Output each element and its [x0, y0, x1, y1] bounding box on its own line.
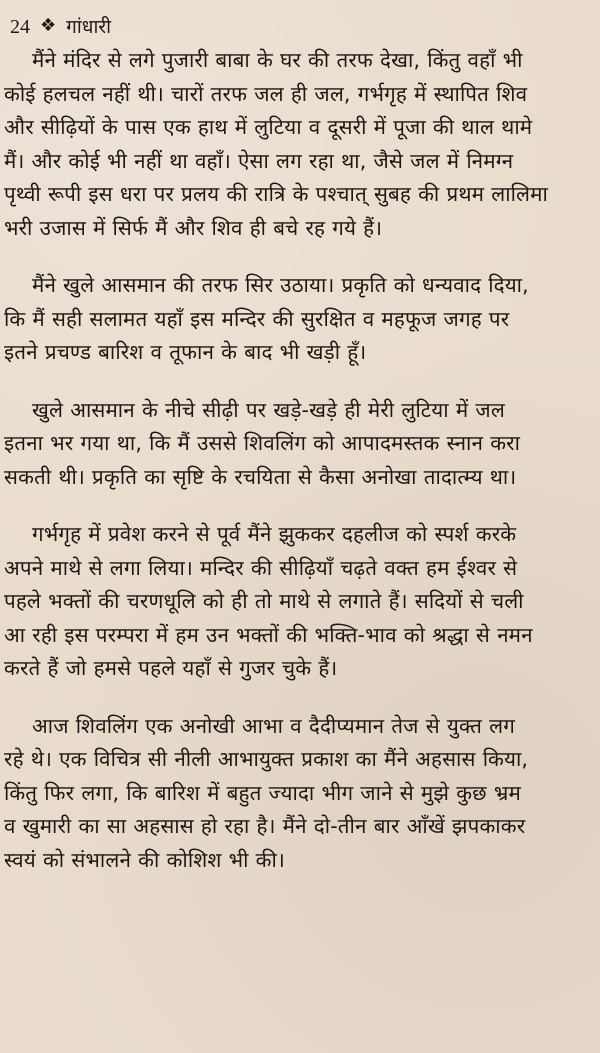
paragraph-4-line-4: आ रही इस परम्परा में हम उन भक्तों की भक्ति-भाव को श्रद्धा से नमन: [4, 622, 533, 647]
paragraph-1-line-2: कोई हलचल नहीं थी। चारों तरफ जल ही जल, गर्भगृह में स्थापित शिव: [4, 81, 528, 106]
paragraph-4: [4, 518, 590, 686]
paragraph-4-line-5: करते हैं जो हमसे पहले यहाँ से गुजर चुके हैं।: [4, 656, 338, 680]
paragraph-5-line-3: किंतु फिर लगा, कि बारिश में बहुत ज्यादा भीग जाने से मुझे कुछ भ्रम: [4, 780, 521, 805]
paragraph-4-line-3: पहले भक्तों की चरणधूलि को ही तो माथे से लगाते हैं। सदियों से चली: [4, 589, 524, 613]
paragraph-5-line-1: आज शिवलिंग एक अनोखी आभा व दैदीप्यमान तेज से युक्त लग: [32, 713, 515, 738]
ornament-icon: ❖: [40, 15, 57, 36]
paragraph-5-line-4: व खुमारी का सा अहसास हो रहा है। मैंने दो-तीन बार आँखें झपकाकर: [4, 814, 526, 838]
paragraph-2-line-1: मैंने खुले आसमान की तरफ सिर उठाया। प्रकृति को धन्यवाद दिया,: [32, 273, 529, 297]
paragraph-3-line-1: खुले आसमान के नीचे सीढ़ी पर खड़े-खड़े ही मेरी लुटिया में जल: [32, 397, 505, 422]
paragraph-1-line-3: और सीढ़ियों के पास एक हाथ में लुटिया व दूसरी में पूजा की थाल थामे: [4, 115, 533, 139]
paragraph-1-line-1: मैंने मंदिर से लगे पुजारी बाबा के घर की तरफ देखा, किंतु वहाँ भी: [32, 48, 523, 72]
paragraph-2-line-3: इतने प्रचण्ड बारिश व तूफान के बाद भी खड़ी हूँ।: [4, 340, 367, 364]
paragraph-3-line-2: इतना भर गया था, कि मैं उससे शिवलिंग को आपादमस्तक स्नान करा: [4, 431, 521, 455]
page-content: [4, 44, 590, 877]
paragraph-3-line-3: सकती थी। प्रकृति का सृष्टि के रचयिता से कैसा अनोखा तादात्म्य था।: [4, 464, 517, 489]
page-header: [10, 10, 590, 44]
paragraph-1-line-4: मैं। और कोई भी नहीं था वहाँ। ऐसा लग रहा था, जैसे जल में निमग्न: [4, 148, 514, 173]
paragraph-5-line-2: रहे थे। एक विचित्र सी नीली आभायुक्त प्रकाश का मैंने अहसास किया,: [4, 747, 529, 771]
paragraph-5: [4, 710, 590, 878]
paragraph-3: [4, 394, 590, 495]
paragraph-1: [4, 44, 590, 245]
paragraph-2-line-2: कि मैं सही सलामत यहाँ इस मन्दिर की सुरक्षित व महफूज जगह पर: [4, 306, 510, 331]
paragraph-4-line-1: गर्भगृह में प्रवेश करने से पूर्व मैंने झुककर दहलीज को स्पर्श करके: [32, 522, 517, 546]
paragraph-1-line-5: पृथ्वी रूपी इस धरा पर प्रलय की रात्रि के पश्चात् सुबह की प्रथम लालिमा: [4, 182, 548, 206]
paragraph-4-line-2: अपने माथे से लगा लिया। मन्दिर की सीढ़ियाँ चढ़ते वक्त हम ईश्वर से: [4, 555, 518, 580]
paragraph-5-line-5: स्वयं को संभालने की कोशिश भी की।: [4, 847, 285, 872]
paragraph-1-line-6: भरी उजास में सिर्फ मैं और शिव ही बचे रह गये हैं।: [4, 215, 383, 240]
running-title: गांधारी: [66, 15, 112, 38]
paragraph-2: [4, 269, 590, 370]
page-number: 24: [10, 16, 30, 38]
